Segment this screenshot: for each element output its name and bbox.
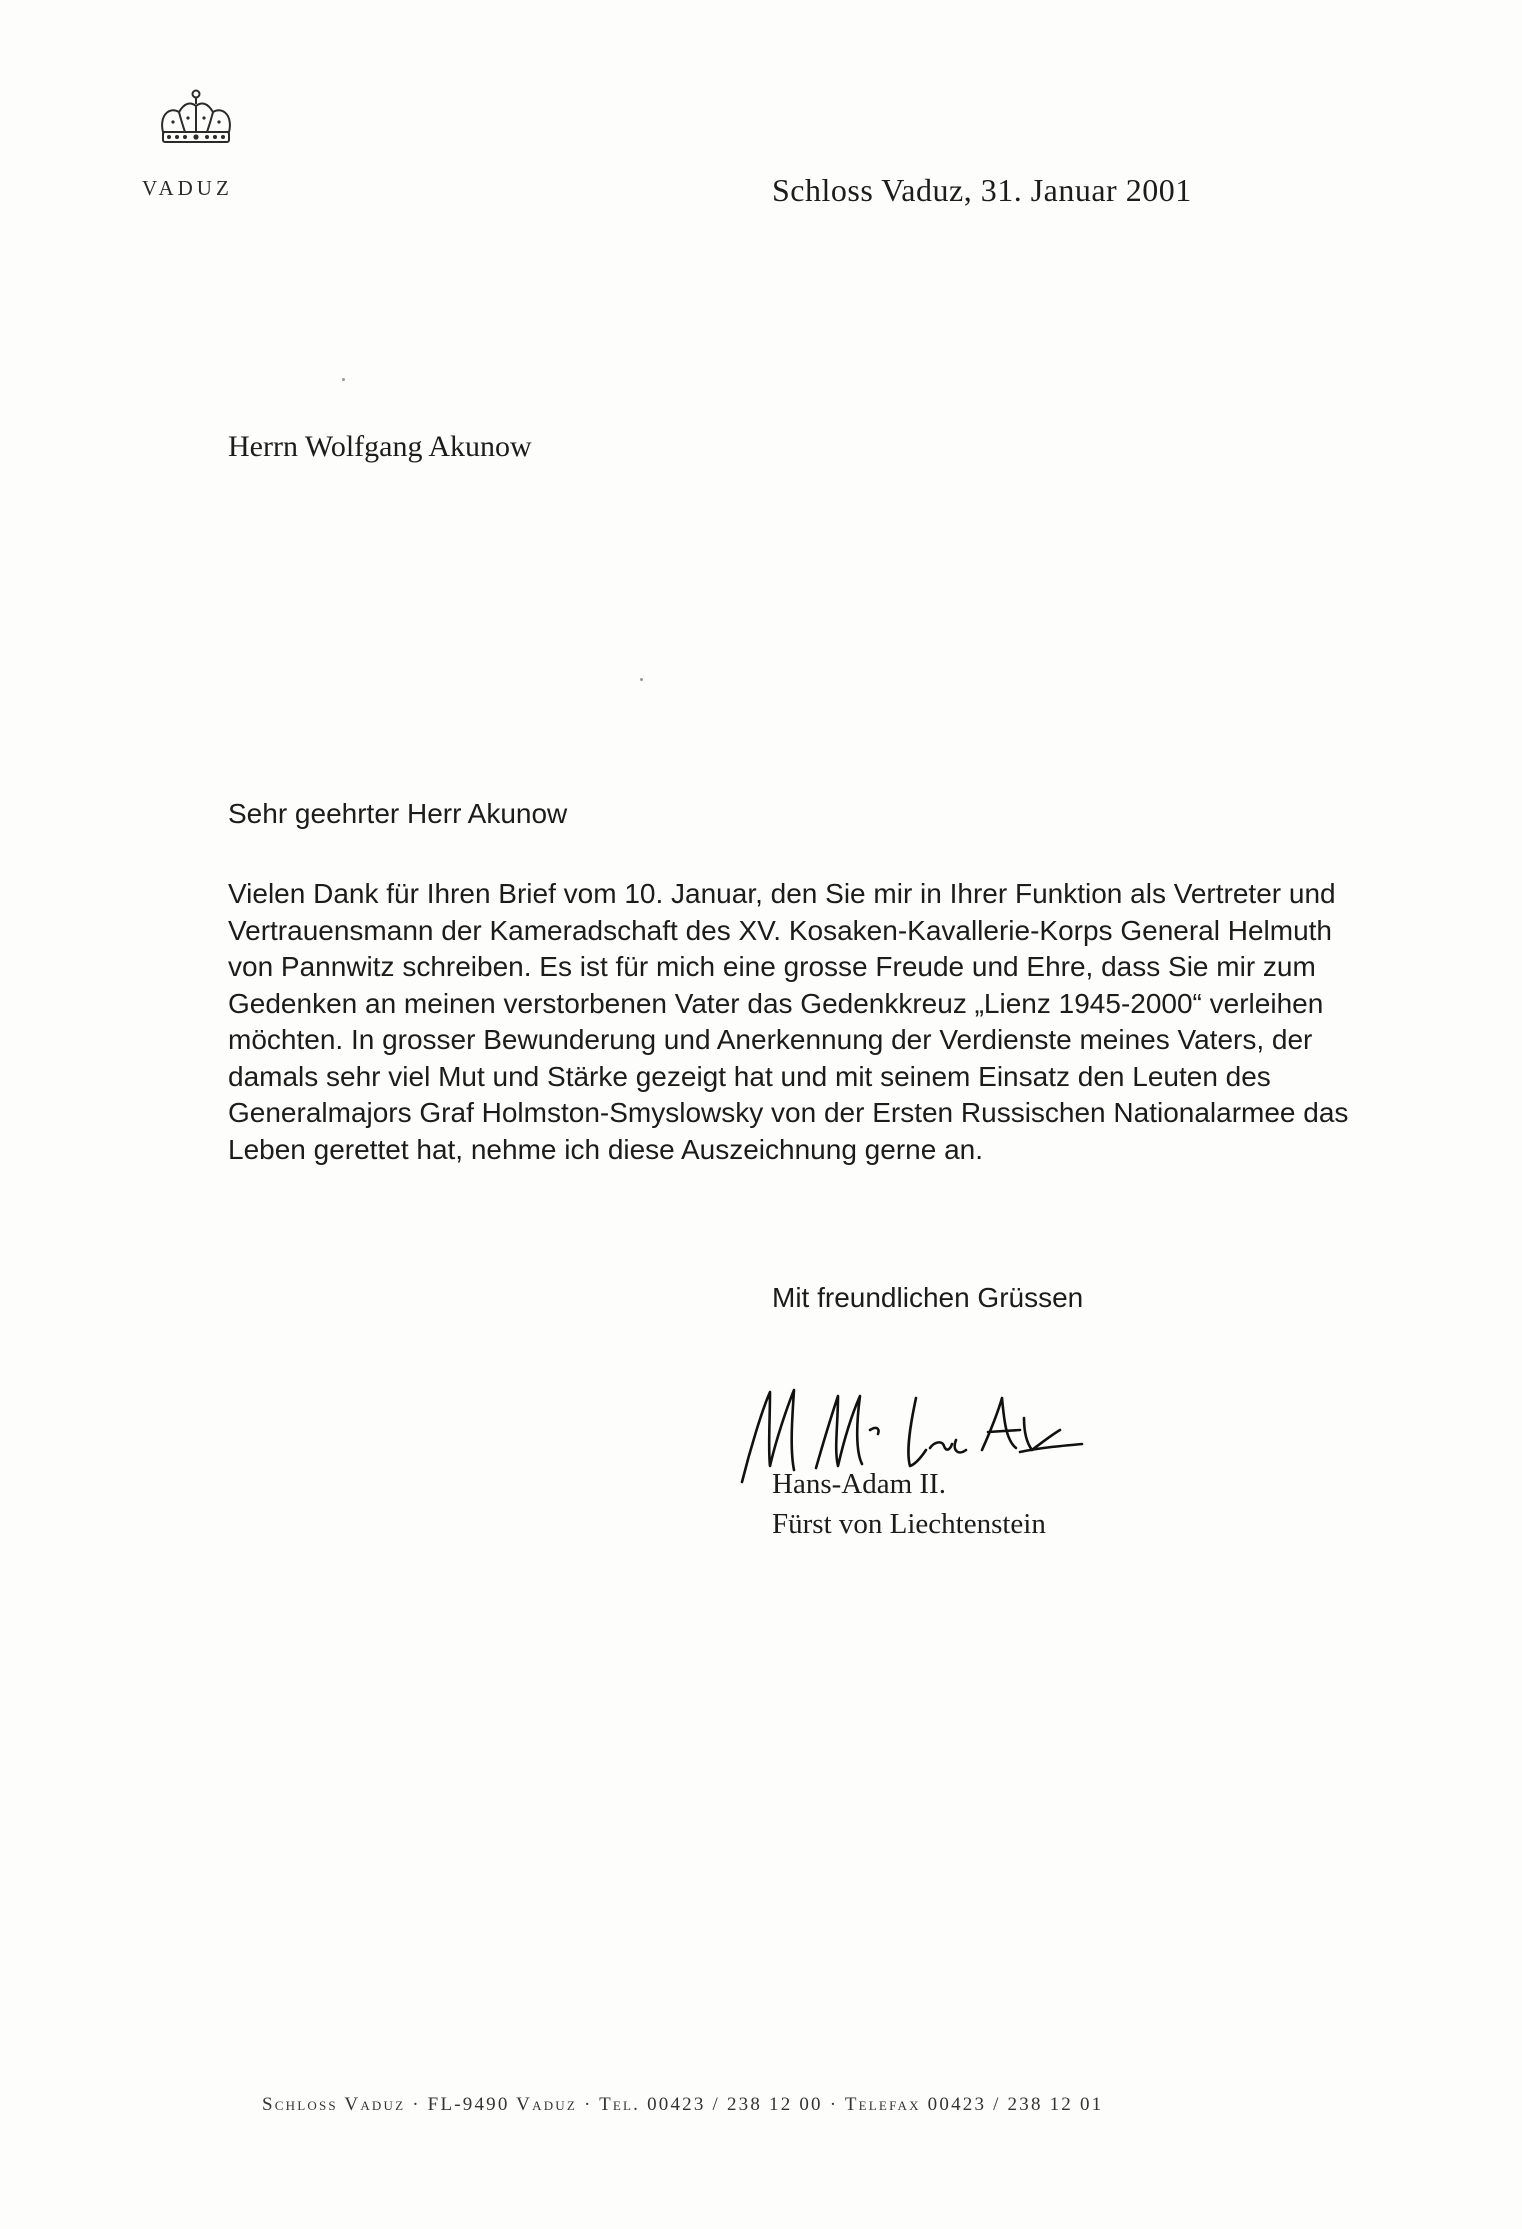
body-line: damals sehr viel Mut und Stärke gezeigt hat und mit seinem Einsatz den Leuten des bbox=[228, 1060, 1271, 1092]
paper-speck bbox=[640, 678, 643, 681]
body-line: Leben gerettet hat, nehme ich diese Auszeichnung gerne an. bbox=[228, 1133, 983, 1165]
recipient-address: Herrn Wolfgang Akunow bbox=[228, 430, 532, 463]
letterhead-place: VADUZ bbox=[142, 176, 233, 200]
signer-name: Hans-Adam II. bbox=[772, 1468, 946, 1500]
body-line: Generalmajors Graf Holmston-Smyslowsky von der Ersten Russischen Nationalarmee das bbox=[228, 1097, 1349, 1128]
crown-crest-icon bbox=[155, 88, 237, 152]
body-line: Gedenken an meinen verstorbenen Vater das Gedenkkreuz „Lienz 1945-2000“ verleihen bbox=[228, 987, 1324, 1019]
letterhead-footer: Schloss Vaduz · FL-9490 Vaduz · Tel. 00423 / 238 12 00 · Telefax 00423 / 238 12 01 bbox=[262, 2094, 1104, 2115]
paper-speck bbox=[342, 378, 345, 381]
letter-body bbox=[228, 876, 1460, 1168]
salutation: Sehr geehrter Herr Akunow bbox=[228, 798, 568, 829]
closing: Mit freundlichen Grüssen bbox=[772, 1282, 1084, 1313]
body-line: Vielen Dank für Ihren Brief vom 10. Januar, den Sie mir in Ihrer Funktion als Vertreter und bbox=[228, 878, 1336, 909]
body-line: möchten. In grosser Bewunderung und Anerkennung der Verdienste meines Vaters, der bbox=[228, 1024, 1313, 1055]
date-line: Schloss Vaduz, 31. Januar 2001 bbox=[772, 172, 1192, 208]
body-line: von Pannwitz schreiben. Es ist für mich eine grosse Freude und Ehre, dass Sie mir zum bbox=[228, 951, 1316, 982]
body-line: Vertrauensmann der Kameradschaft des XV. Kosaken-Kavallerie-Korps General Helmuth bbox=[228, 914, 1332, 946]
signer-title: Fürst von Liechtenstein bbox=[772, 1508, 1046, 1540]
